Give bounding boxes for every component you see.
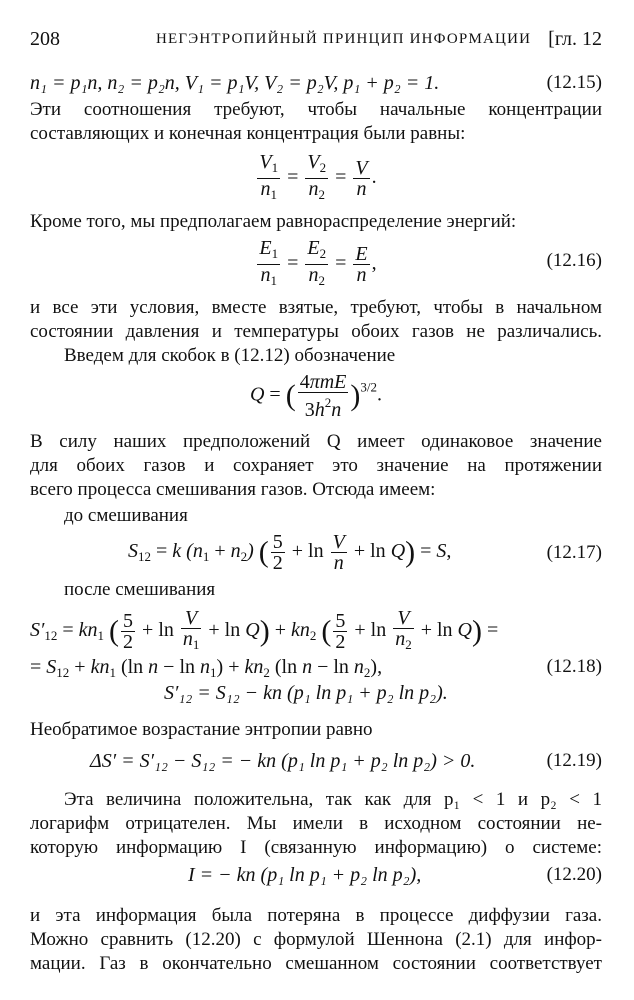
page-header bbox=[30, 28, 602, 54]
equation-12-15 bbox=[30, 72, 602, 95]
equation-text: n₁ = p₁n, n₂ = p₂n, V₁ = p₁V, V₂ = p₂V, p₁ + p₂ = 1. bbox=[30, 72, 440, 94]
text-line: Эта величина положительна, так как для p₁ < 1 и p₂ < 1 bbox=[64, 789, 602, 810]
text-line: В силу наших предположений Q имеет одинаковое значение bbox=[30, 431, 602, 452]
text-line: которую информацию I (связанную информацию) о системе: bbox=[30, 837, 602, 858]
equation-12-18: $S'_{12} = kn_1$ ( $\frac{5}{2}$ + ln $\frac{V}{n_1}$ + $\ln Q) + kn_2$ ( $\frac{5}{2}$ + ln $\frac{V}{n_2}$ + ln Q) = = $S_{12} + kn_1$ (ln $n - \ln n_1) + kn_2$ (ln $n - \ln n_2$), (12.18) S′₁₂ = S₁₂ − kn (p₁ ln p₁ + p₂ ln p₂). bbox=[30, 607, 602, 704]
text-line: Необратимое возрастание энтропии равно bbox=[30, 719, 373, 740]
equation-text: I = − kn (p₁ ln p₁ + p₂ ln p₂), bbox=[188, 864, 422, 886]
text-line: Кроме того, мы предполагаем равнораспределение энергий: bbox=[30, 211, 517, 232]
equation-q-definition: Q = ( $\frac{\text{4πmE}}{3h^2n}$ )$^{3/2}$. bbox=[249, 371, 383, 421]
chapter-marker: [гл. 12 bbox=[548, 28, 602, 50]
equation-volume-ratio: $\frac{V_1}{n_1}$ = $\frac{V_2}{n_2}$ = $\frac{V}{n}$ . bbox=[259, 151, 377, 202]
text-line: Эти соотношения требуют, чтобы начальные концентрации bbox=[30, 99, 602, 120]
text-line: и все эти условия, вместе взятые, требуют, чтобы в начальном bbox=[30, 297, 602, 318]
equation-12-17: $S_{12} = k$ $(n_1 + n_2)$ ( $\frac{5}{2}$ + ln $\frac{V}{n}$ + ln Q) = S, (12.17) bbox=[128, 531, 602, 574]
text-line: Введем для скобок в (12.12) обозначение bbox=[64, 345, 396, 366]
running-title: НЕГЭНТРОПИЙНЫЙ ПРИНЦИП ИНФОРМАЦИИ bbox=[156, 31, 532, 47]
equation-number: (12.16) bbox=[546, 250, 602, 271]
equation-12-16: $\frac{E_1}{n_1}$ = $\frac{E_2}{n_2}$ = $\frac{E}{n}$ , (12.16) bbox=[259, 237, 602, 288]
text-line: всего процесса смешивания газов. Отсюда имеем: bbox=[30, 479, 436, 500]
text-line: Можно сравнить (12.20) с формулой Шеннона (2.1) для инфор- bbox=[30, 929, 602, 950]
equation-number: (12.18) bbox=[546, 656, 602, 677]
text-line: составляющих и конечная концентрация были равны: bbox=[30, 123, 466, 144]
text-line: после смешивания bbox=[64, 579, 216, 600]
text-line: логарифм отрицателен. Мы имели в исходном состоянии не- bbox=[30, 813, 602, 834]
equation-text: ΔS′ = S′₁₂ − S₁₂ = − kn (p₁ ln p₁ + p₂ ln p₂) > 0. bbox=[90, 750, 476, 772]
page-number: 208 bbox=[30, 28, 60, 50]
text-line: состоянии давления и температуры обоих газов не различались. bbox=[30, 321, 602, 342]
text-line: и эта информация была потеряна в процессе диффузии газа. bbox=[30, 905, 602, 926]
equation-number: (12.20) bbox=[546, 864, 602, 885]
text-line: мации. Газ в окончательно смешанном состоянии соответствует bbox=[30, 953, 602, 974]
text-line: до смешивания bbox=[64, 505, 188, 526]
equation-number: (12.19) bbox=[546, 750, 602, 771]
equation-text: S′₁₂ = S₁₂ − kn (p₁ ln p₁ + p₂ ln p₂). bbox=[164, 682, 448, 704]
equation-number: (12.17) bbox=[546, 542, 602, 563]
equation-number: (12.15) bbox=[546, 72, 602, 93]
text-line: для обоих газов и сохраняет это значение на протяжении bbox=[30, 455, 602, 476]
